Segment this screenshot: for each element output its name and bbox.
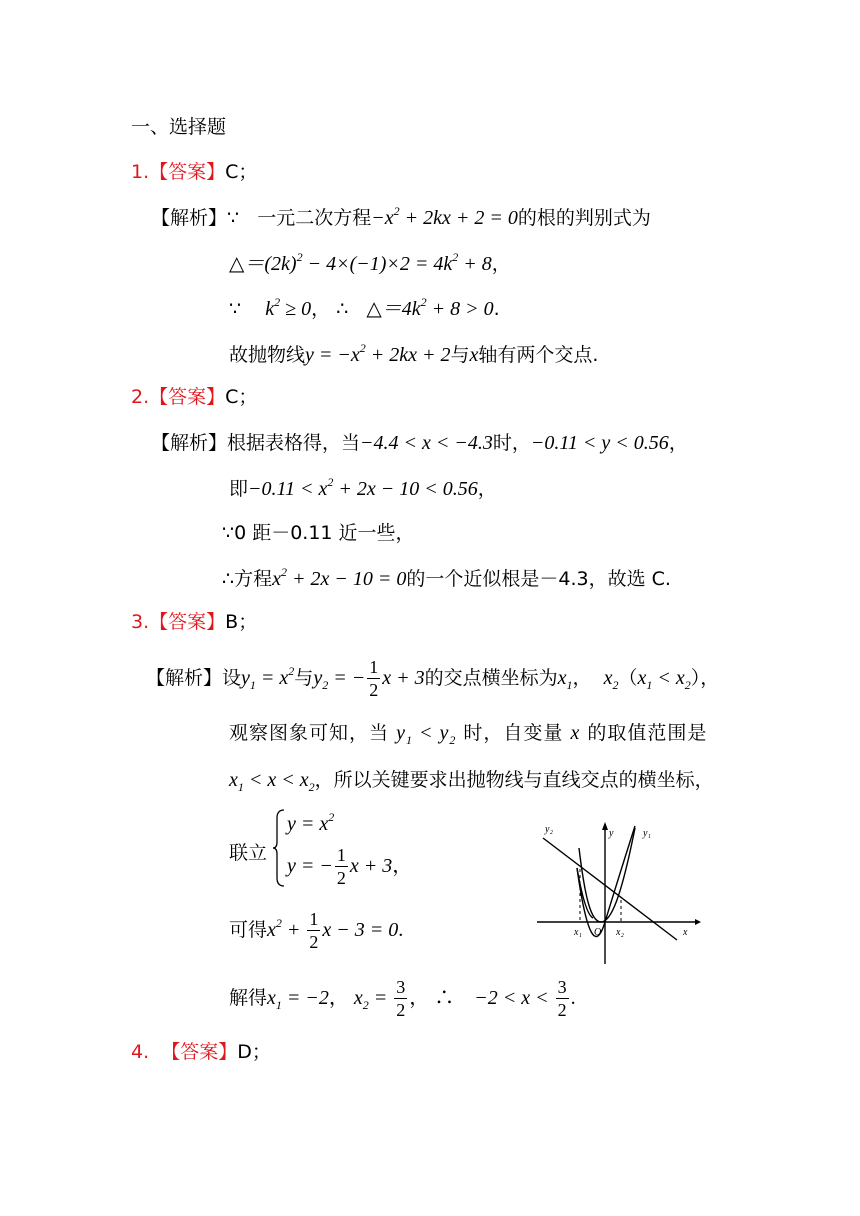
label-x: x [683, 927, 688, 938]
q1-text: 一元二次方程 [257, 207, 372, 229]
q2-analysis-line2: 即$-0.11 < x^2 + 2x - 10 < 0.56$， [229, 475, 497, 500]
q1-var-x: x [469, 344, 479, 366]
q1-parabola: $y = -x^2 + 2kx + 2$ [305, 341, 451, 366]
q3-text: 解得 [229, 987, 268, 1009]
q3-text: 设 [222, 667, 242, 689]
system-brace [272, 808, 286, 888]
q3-text: 可得 [229, 919, 268, 941]
section-title: 一、选择题 [131, 116, 227, 138]
label-origin: O [594, 927, 602, 938]
q4-answer: D； [237, 1041, 271, 1063]
q3-text: 的取值范围是 [587, 722, 708, 744]
label-x2: x₂ [616, 927, 624, 938]
because-symbol: ∵ [227, 207, 240, 229]
q3-analysis-line5: 可得$x^2$ + $\frac{1}{2}$ x − 3 = 0. [229, 909, 404, 952]
q3-x2: $x_2$ [603, 667, 619, 692]
q2-analysis-line4 [222, 565, 671, 590]
q3-text: 时，自变量 [463, 722, 564, 744]
label-y2: y₂ [545, 824, 553, 835]
q3-text: 的交点横坐标为 [424, 667, 558, 689]
q1-number: 1. [131, 161, 150, 183]
q2-analysis-line3: ∵0 距－0.11 近一些， [222, 522, 415, 544]
q2-answer: C； [225, 386, 258, 408]
q2-text: ∴方程 [222, 568, 273, 590]
q2-inequality: $-0.11 < x^2 + 2x - 10 < 0.56$ [248, 475, 478, 500]
because-symbol: ∵ [229, 298, 242, 320]
q3-y1-def: $y_1 = x^2$ [241, 664, 295, 692]
q2-text: 即 [229, 478, 249, 500]
therefore-symbol: ∴ [336, 298, 349, 320]
line-y2 [543, 838, 677, 940]
q1-discriminant: $\triangle=(2k)^2 - 4\times(-1)\times 2 = 4k^2 + 8$ [229, 250, 492, 275]
q1-analysis-line1 [151, 204, 651, 229]
label-y1: y₁ [643, 828, 651, 839]
q3-analysis-line1: 【解析】设$y_1 = x^2$与$y_2$ = − $\frac{1}{2}$ x + 3的交点横坐标为$x_1$， $x_2(x_1 < x_2)$， [146, 657, 720, 700]
q4-number: 4. [131, 1041, 150, 1063]
fraction-three-halves: $\frac{3}{2}$ [557, 977, 567, 1020]
y-axis-arrow [602, 822, 608, 830]
q3-text: 观察图象可知，当 [229, 722, 390, 744]
q2-analysis-line1: 【解析】根据表格得，当−4.4 < x < −4.3时，−0.11 < y < 0.56， [151, 432, 688, 454]
q2-x-range: −4.4 < x < −4.3 [360, 432, 493, 454]
parabola-line-graph [535, 818, 703, 970]
x-axis-arrow [695, 919, 701, 925]
q2-text: 的一个近似根是－4.3，故选 C. [406, 568, 671, 590]
q1-analysis-line2: $\triangle=(2k)^2 - 4\times(-1)\times 2 = 4k^2 + 8$， [229, 250, 511, 275]
q1-text: 的根的判别式为 [517, 207, 651, 229]
q1-discriminant-positive: $\triangle=4k^2 + 8 > 0$ [366, 295, 494, 320]
q1-equation: $-x^2 + 2kx + 2 = 0$ [371, 204, 518, 229]
system-eq1: $y = x^2$ [287, 810, 335, 835]
label-y: y [609, 828, 614, 839]
q3-text: 与 [294, 667, 314, 689]
q3-number: 3. [131, 611, 150, 633]
q2-y-range: −0.11 < y < 0.56 [530, 432, 669, 454]
q3-text: ，所以关键要求出抛物线与直线交点的横坐标， [314, 769, 714, 791]
q2-number: 2. [131, 386, 150, 408]
q1-answer-tag: 【答案】 [149, 161, 226, 183]
q3-x1: $x_1$ [557, 667, 573, 692]
q4-answer-tag: 【答案】 [161, 1041, 238, 1063]
q3-analysis-line6: 解得$x_1 = -2$， $x_2$ = $\frac{3}{2}$ ， ∴ −2 < x < $\frac{3}{2}$ . [229, 977, 576, 1020]
q1-text: 故抛物线 [229, 344, 306, 366]
q2-analysis-tag: 【解析】 [151, 432, 228, 454]
q1-analysis-line4 [229, 341, 599, 366]
q3-x-range: $x_1 < x < x_2$ [229, 769, 315, 794]
q1-answer: C； [225, 161, 258, 183]
q2-text: 根据表格得，当 [227, 432, 361, 454]
q2-answer-tag: 【答案】 [149, 386, 226, 408]
q3-analysis-line3 [229, 769, 714, 794]
q1-text: 与 [450, 344, 470, 366]
q1-analysis-line3: ∵ $k^2 \ge 0$， ∴ $\triangle=4k^2 + 8 > 0$. [229, 295, 500, 320]
q3-answer-line [131, 612, 257, 633]
q3-y1-lt-y2: $y_1 < y_2$ [396, 722, 457, 747]
q3-analysis-line4: 联立 [229, 842, 268, 864]
q1-analysis-tag: 【解析】 [151, 207, 228, 229]
q1-answer-line [131, 162, 257, 183]
fraction-one-half: $\frac{1}{2}$ [369, 657, 379, 700]
q3-analysis-line2 [229, 722, 708, 747]
system-eq2: y = − $\frac{1}{2}$ x + 3， [287, 845, 413, 888]
fraction-three-halves: $\frac{3}{2}$ [396, 977, 406, 1020]
fraction-one-half: $\frac{1}{2}$ [309, 909, 319, 952]
q3-x1-lt-x2: $x_1 < x_2$ [637, 667, 691, 692]
q3-y2-def: $y_2$ = − [313, 667, 366, 692]
q3-var-x: x [570, 722, 581, 744]
label-x1: x₁ [574, 927, 582, 938]
q2-text: 时， [492, 432, 531, 454]
q3-analysis-tag: 【解析】 [146, 667, 223, 689]
q3-answer: B； [225, 611, 258, 633]
q2-equation: $x^2 + 2x - 10 = 0$ [272, 565, 407, 590]
q1-k-squared: $k^2 \ge 0$ [265, 295, 312, 320]
q4-answer-line [131, 1042, 271, 1063]
q2-answer-line [131, 387, 257, 408]
q3-answer-tag: 【答案】 [149, 611, 226, 633]
q1-text: 轴有两个交点. [478, 344, 599, 366]
